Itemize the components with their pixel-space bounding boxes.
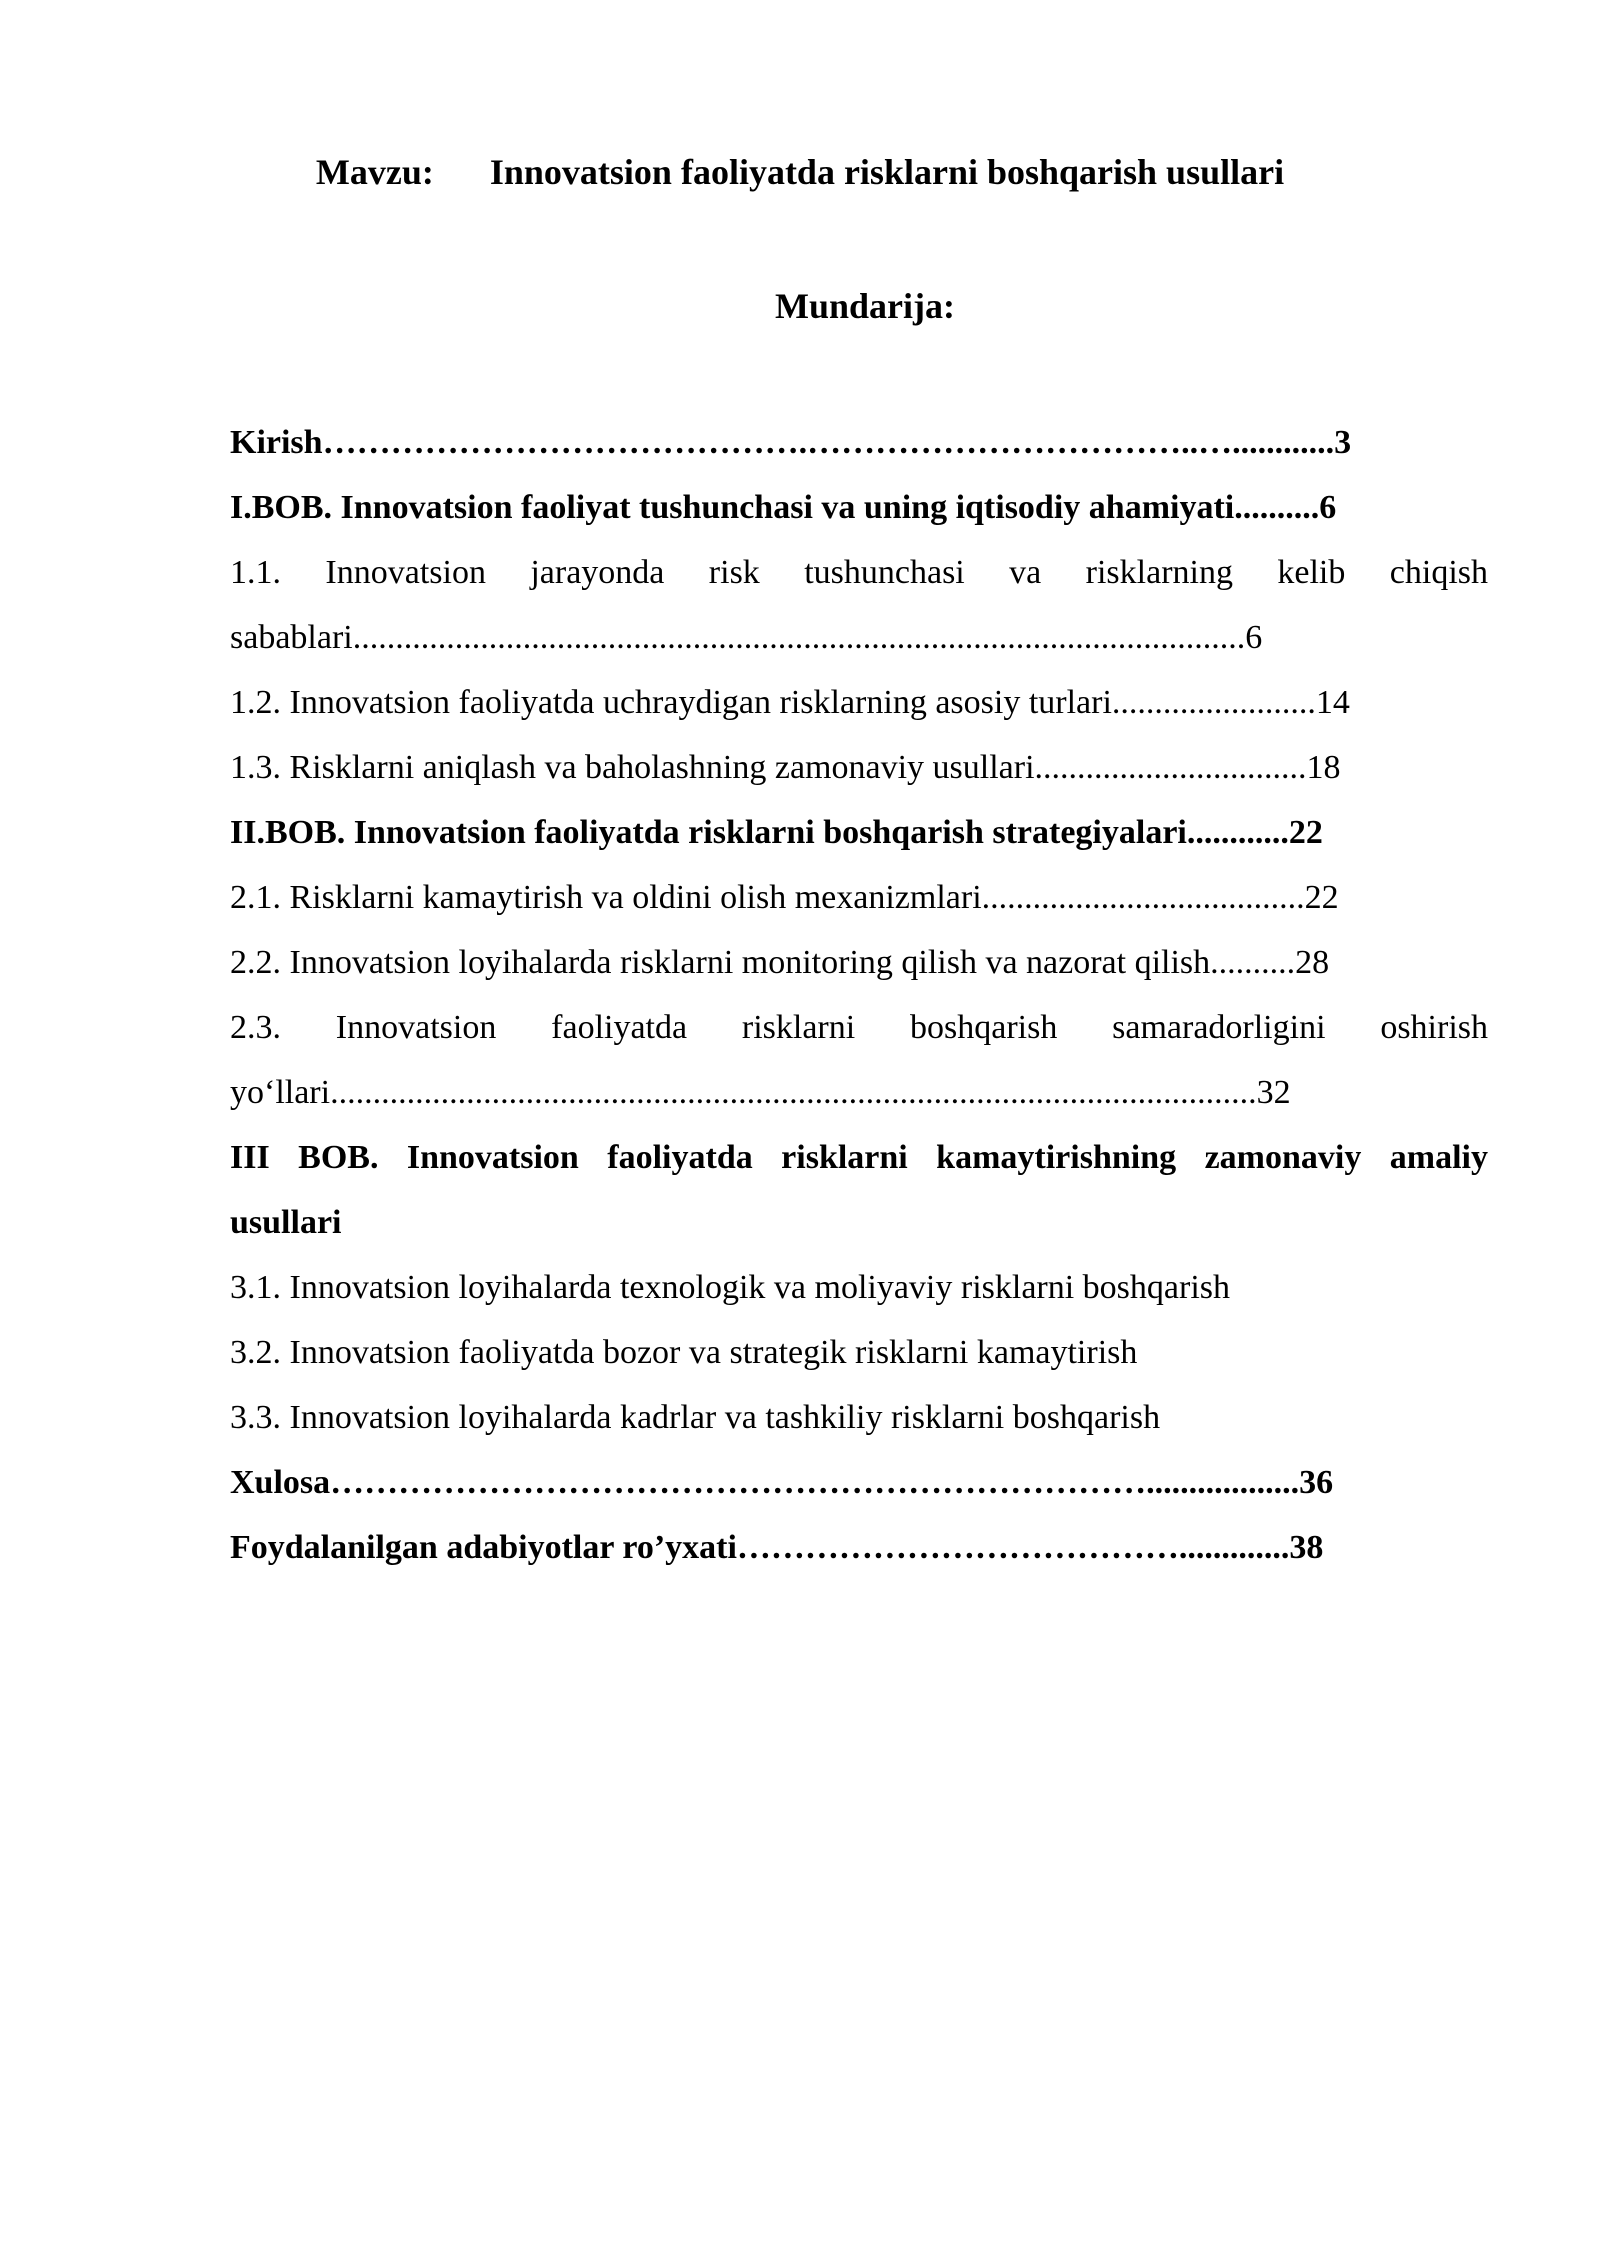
toc-entry: yo‘llari.............................................................................................................32 bbox=[230, 1074, 1291, 1111]
toc-entry: II.BOB. Innovatsion faoliyatda risklarni boshqarish strategiyalari............22 bbox=[230, 814, 1323, 851]
toc-entry: 2.3. Innovatsion faoliyatda risklarni boshqarish samaradorligini oshirish bbox=[230, 1009, 1488, 1046]
toc-entry: 1.3. Risklarni aniqlash va baholashning zamonaviy usullari................................18 bbox=[230, 749, 1341, 786]
toc-entry: III BOB. Innovatsion faoliyatda risklarni kamaytirishning zamonaviy amaliy bbox=[230, 1139, 1488, 1176]
toc-heading: Mundarija: bbox=[775, 286, 955, 326]
toc-entry: 3.2. Innovatsion faoliyatda bozor va strategik risklarni kamaytirish bbox=[230, 1334, 1138, 1371]
toc-entry: 1.1. Innovatsion jarayonda risk tushunchasi va risklarning kelib chiqish bbox=[230, 554, 1488, 591]
toc-entry: 2.2. Innovatsion loyihalarda risklarni monitoring qilish va nazorat qilish..........28 bbox=[230, 944, 1330, 981]
toc-entry: sabablari.........................................................................................................6 bbox=[230, 619, 1263, 656]
toc-entry: 2.1. Risklarni kamaytirish va oldini olish mexanizmlari......................................22 bbox=[230, 879, 1339, 916]
toc-entry: Foydalanilgan adabiyotlar ro’yxati………………………………….............38 bbox=[230, 1529, 1324, 1566]
topic-title: Innovatsion faoliyatda risklarni boshqarish usullari bbox=[489, 152, 1285, 192]
toc-entry: usullari bbox=[230, 1204, 342, 1241]
table-of-contents bbox=[230, 410, 1488, 1580]
topic-label: Mavzu: bbox=[315, 152, 434, 192]
toc-entry: 3.1. Innovatsion loyihalarda texnologik va moliyaviy risklarni boshqarish bbox=[230, 1269, 1230, 1306]
toc-entry: Xulosa………………………………………………………………..................36 bbox=[230, 1464, 1334, 1501]
toc-entry: I.BOB. Innovatsion faoliyat tushunchasi va uning iqtisodiy ahamiyati..........6 bbox=[230, 489, 1337, 526]
toc-entry: Kirish…………………………………….……………………………..…............3 bbox=[230, 424, 1352, 461]
toc-entry: 1.2. Innovatsion faoliyatda uchraydigan risklarning asosiy turlari........................14 bbox=[230, 684, 1350, 721]
toc-entry: 3.3. Innovatsion loyihalarda kadrlar va tashkiliy risklarni boshqarish bbox=[230, 1399, 1161, 1436]
topic-heading bbox=[0, 150, 1600, 194]
